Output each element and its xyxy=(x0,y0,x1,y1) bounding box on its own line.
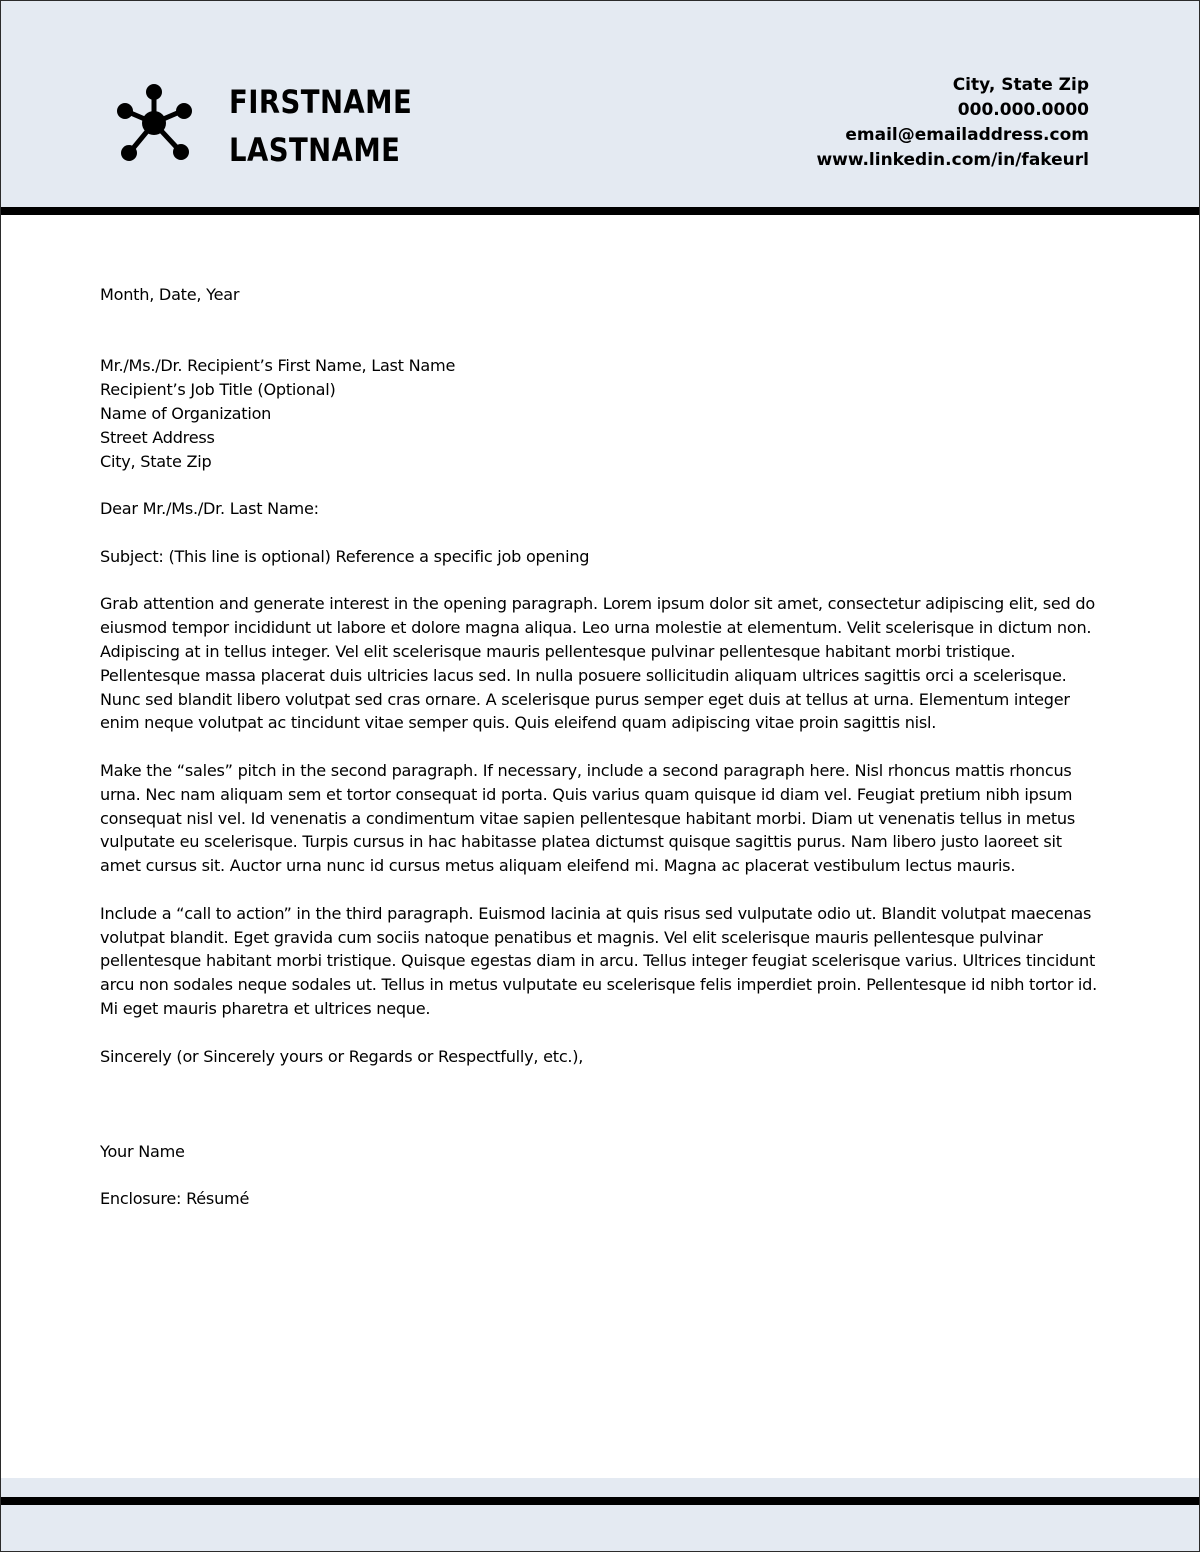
recipient-name: Mr./Ms./Dr. Recipient’s First Name, Last Name xyxy=(100,356,456,376)
signature-space xyxy=(100,1068,1100,1139)
contact-linkedin: www.linkedin.com/in/fakeurl xyxy=(816,150,1089,170)
spacer xyxy=(100,735,1100,759)
signature-name: Your Name xyxy=(100,1141,185,1161)
contact-phone: 000.000.0000 xyxy=(957,100,1089,120)
spacer xyxy=(100,331,1100,355)
salutation: Dear Mr./Ms./Dr. Last Name: xyxy=(100,499,319,519)
spacer xyxy=(100,1021,1100,1045)
spacer xyxy=(100,521,1100,545)
spacer xyxy=(100,307,1100,331)
opening-paragraph: Grab attention and generate interest in the opening paragraph. Lorem ipsum dolor sit amet, consectetur adipiscing elit, sed do eiusmod tempor incididunt ut labore et dolore magna aliqua. Leo urna molestie at elementum. Velit scelerisque in dictum non. Adipiscing at in tellus integer. Vel elit scelerisque mauris pellentesque pulvinar pellentesque habitant morbi tristique. Pellentesque massa placerat duis ultricies lacus sed. In nulla posuere sollicitudin aliquam ultrices sagittis orci a scelerisque. Nunc sed blandit libero volutpat sed cras ornare. A scelerisque purus semper eget duis at tellus at urna. Elementum integer enim neque volutpat ac tincidunt vitae semper quis. Quis eleifend quam adipiscing vitae proin sagittis nisl. xyxy=(100,594,1095,733)
recipient-street: Street Address xyxy=(100,427,215,447)
footer-band xyxy=(0,1478,1200,1552)
last-name: LASTNAME xyxy=(229,131,401,169)
recipient-address xyxy=(100,354,1100,473)
applicant-name xyxy=(229,78,412,174)
spacer xyxy=(100,569,1100,593)
recipient-city-state-zip: City, State Zip xyxy=(100,451,212,471)
contact-email: email@emailaddress.com xyxy=(845,125,1089,145)
network-hub-icon xyxy=(114,82,200,162)
sales-paragraph: Make the “sales” pitch in the second paragraph. If necessary, include a second paragraph here. Nisl rhoncus mattis rhoncus urna. Nec nam aliquam sem et tortor consequat id porta. Quis varius quam quisque id diam vel. Feugiat pretium nibh ipsum consequat nisl vel. Id venenatis a condimentum vitae sapien pellentesque habitant morbi. Diam ut venenatis tellus in metus vulputate eu scelerisque. Turpis cursus in hac habitasse platea dictumst quisque sagittis purus. Nam libero justo laoreet sit amet cursus sit. Auctor urna nunc id cursus metus aliquam eleifend mi. Magna ac placerat vestibulum lectus mauris. xyxy=(100,760,1076,876)
contact-info xyxy=(816,73,1089,173)
spacer xyxy=(100,473,1100,497)
call-to-action-paragraph: Include a “call to action” in the third paragraph. Euismod lacinia at quis risus sed vulputate odio ut. Blandit volutpat maecenas volutpat blandit. Eget gravida cum sociis natoque penatibus et magnis. Vel elit scelerisque mauris pellentesque pulvinar pellentesque habitant morbi tristique. Quisque egestas diam in arcu. Tellus integer feugiat scelerisque varius. Ultrices tincidunt arcu non sodales neque sodales ut. Tellus in metus vulputate eu scelerisque felis imperdiet proin. Pellentesque id nibh tortor id. Mi eget mauris pharetra et ultrices neque. xyxy=(100,903,1097,1018)
spacer xyxy=(100,1163,1100,1187)
contact-city-state-zip: City, State Zip xyxy=(952,75,1089,95)
letter-date: Month, Date, Year xyxy=(100,285,240,304)
spacer xyxy=(100,878,1100,902)
letter-body xyxy=(100,283,1100,1211)
footer-rule xyxy=(0,1497,1200,1505)
enclosure: Enclosure: Résumé xyxy=(100,1189,250,1209)
recipient-organization: Name of Organization xyxy=(100,403,272,423)
recipient-job-title: Recipient’s Job Title (Optional) xyxy=(100,380,336,400)
subject-line: Subject: (This line is optional) Reference a specific job opening xyxy=(100,546,590,566)
first-name: FIRSTNAME xyxy=(229,83,413,121)
header-rule xyxy=(0,207,1200,215)
closing: Sincerely (or Sincerely yours or Regards or Respectfully, etc.), xyxy=(100,1046,584,1066)
